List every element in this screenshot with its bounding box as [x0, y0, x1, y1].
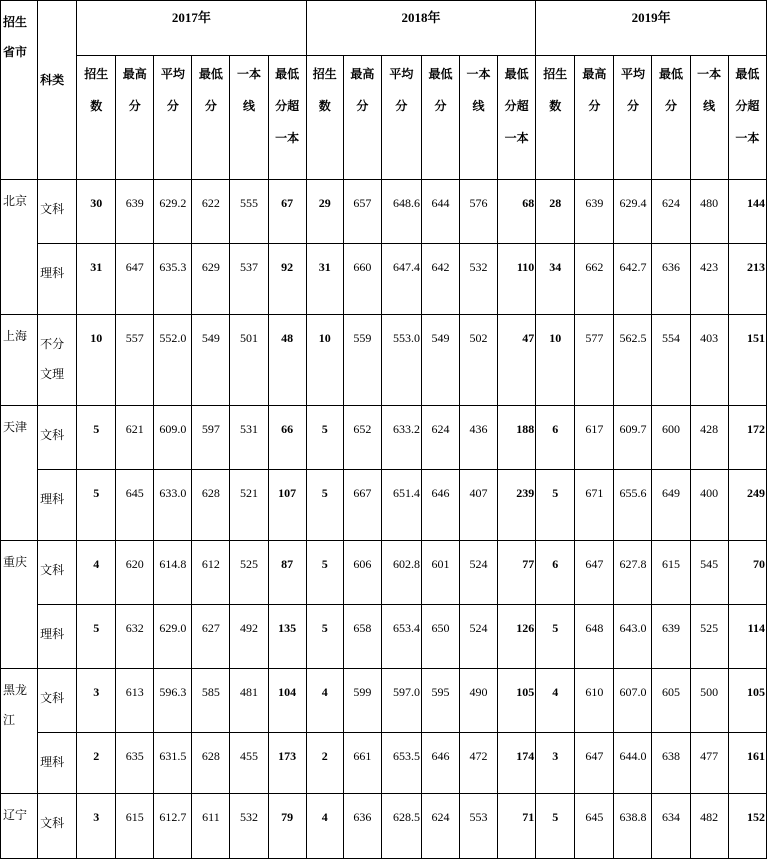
score-cell: 502	[460, 315, 498, 406]
score-cell: 34	[536, 244, 575, 315]
score-cell: 639	[116, 180, 154, 244]
score-cell: 636	[343, 794, 381, 859]
column-header-label: 最低 分	[659, 67, 684, 113]
score-cell: 628	[192, 470, 230, 541]
score-cell: 629.2	[154, 180, 192, 244]
year-header: 2017年	[77, 1, 307, 56]
margin-over-line-cell: 67	[268, 180, 306, 244]
score-cell: 662	[575, 244, 614, 315]
score-cell: 644	[421, 180, 459, 244]
score-cell: 613	[116, 669, 154, 733]
score-cell: 525	[690, 605, 728, 669]
margin-over-line-cell: 68	[498, 180, 536, 244]
score-cell: 609.0	[154, 406, 192, 470]
score-cell: 10	[536, 315, 575, 406]
score-cell: 642	[421, 244, 459, 315]
year-header: 2018年	[306, 1, 536, 56]
score-cell: 480	[690, 180, 728, 244]
category-cell	[38, 541, 77, 605]
column-header-label: 平均 分	[160, 67, 185, 113]
column-header	[116, 56, 154, 180]
score-cell: 655.6	[614, 470, 652, 541]
category-cell	[38, 733, 77, 794]
category-name: 文科	[40, 563, 65, 577]
score-cell: 644.0	[614, 733, 652, 794]
province-header	[1, 1, 38, 180]
score-cell: 642.7	[614, 244, 652, 315]
score-cell: 4	[536, 669, 575, 733]
table-row	[1, 794, 767, 859]
score-cell: 490	[460, 669, 498, 733]
margin-over-line-cell: 70	[728, 541, 766, 605]
margin-over-line-cell: 77	[498, 541, 536, 605]
score-cell: 634	[652, 794, 690, 859]
score-cell: 5	[306, 470, 343, 541]
margin-over-line-cell: 66	[268, 406, 306, 470]
margin-over-line-cell: 114	[728, 605, 766, 669]
score-cell: 10	[306, 315, 343, 406]
score-cell: 532	[230, 794, 268, 859]
score-cell: 614.8	[154, 541, 192, 605]
column-header	[343, 56, 381, 180]
column-header	[728, 56, 766, 180]
table-row	[1, 244, 767, 315]
table-row	[1, 406, 767, 470]
score-cell: 428	[690, 406, 728, 470]
score-cell: 653.5	[381, 733, 421, 794]
score-cell: 620	[116, 541, 154, 605]
category-name: 文科	[40, 816, 65, 830]
score-cell: 31	[306, 244, 343, 315]
column-header-label: 一本 线	[697, 67, 722, 113]
score-cell: 609.7	[614, 406, 652, 470]
category-name: 文科	[40, 428, 65, 442]
column-header-label: 一本 线	[237, 67, 262, 113]
column-header-label: 招生 数	[543, 67, 568, 113]
score-cell: 624	[421, 794, 459, 859]
score-cell: 455	[230, 733, 268, 794]
margin-over-line-cell: 161	[728, 733, 766, 794]
score-cell: 624	[421, 406, 459, 470]
score-cell: 5	[77, 470, 116, 541]
category-header: 科类	[38, 1, 77, 180]
score-cell: 649	[652, 470, 690, 541]
category-cell	[38, 470, 77, 541]
score-cell: 635.3	[154, 244, 192, 315]
province-name: 重庆	[3, 555, 28, 569]
score-cell: 400	[690, 470, 728, 541]
score-cell: 595	[421, 669, 459, 733]
column-header	[575, 56, 614, 180]
score-cell: 627.8	[614, 541, 652, 605]
score-cell: 648	[575, 605, 614, 669]
table-row	[1, 470, 767, 541]
score-cell: 3	[77, 669, 116, 733]
score-cell: 633.2	[381, 406, 421, 470]
score-cell: 657	[343, 180, 381, 244]
score-cell: 407	[460, 470, 498, 541]
score-cell: 585	[192, 669, 230, 733]
margin-over-line-cell: 126	[498, 605, 536, 669]
score-cell: 3	[77, 794, 116, 859]
score-cell: 601	[421, 541, 459, 605]
margin-over-line-cell: 71	[498, 794, 536, 859]
score-cell: 600	[652, 406, 690, 470]
column-header-label: 最低 分超 一本	[275, 67, 300, 145]
category-name: 理科	[40, 492, 65, 506]
margin-over-line-cell: 105	[498, 669, 536, 733]
score-cell: 532	[460, 244, 498, 315]
table-row	[1, 605, 767, 669]
table-row	[1, 180, 767, 244]
column-header-label: 平均 分	[389, 67, 414, 113]
margin-over-line-cell: 188	[498, 406, 536, 470]
column-header-label: 最高 分	[350, 67, 375, 113]
category-name: 理科	[40, 755, 65, 769]
margin-over-line-cell: 105	[728, 669, 766, 733]
column-header-label: 招生 数	[312, 67, 337, 113]
category-cell	[38, 669, 77, 733]
score-cell: 576	[460, 180, 498, 244]
score-cell: 646	[421, 470, 459, 541]
score-cell: 661	[343, 733, 381, 794]
score-cell: 2	[77, 733, 116, 794]
score-cell: 647.4	[381, 244, 421, 315]
score-cell: 28	[536, 180, 575, 244]
score-cell: 5	[306, 406, 343, 470]
column-header-label: 一本 线	[466, 67, 491, 113]
score-cell: 562.5	[614, 315, 652, 406]
province-name: 上海	[3, 329, 28, 343]
score-cell: 500	[690, 669, 728, 733]
score-cell: 615	[652, 541, 690, 605]
score-cell: 647	[575, 541, 614, 605]
score-cell: 482	[690, 794, 728, 859]
score-cell: 632	[116, 605, 154, 669]
score-cell: 624	[652, 180, 690, 244]
score-cell: 4	[77, 541, 116, 605]
score-cell: 599	[343, 669, 381, 733]
margin-over-line-cell: 48	[268, 315, 306, 406]
margin-over-line-cell: 174	[498, 733, 536, 794]
score-cell: 633.0	[154, 470, 192, 541]
category-name: 理科	[40, 627, 65, 641]
column-header	[268, 56, 306, 180]
score-cell: 605	[652, 669, 690, 733]
score-cell: 651.4	[381, 470, 421, 541]
score-cell: 577	[575, 315, 614, 406]
margin-over-line-cell: 47	[498, 315, 536, 406]
margin-over-line-cell: 152	[728, 794, 766, 859]
score-cell: 524	[460, 541, 498, 605]
column-header	[536, 56, 575, 180]
score-cell: 436	[460, 406, 498, 470]
score-cell: 501	[230, 315, 268, 406]
category-cell	[38, 794, 77, 859]
score-cell: 645	[575, 794, 614, 859]
score-cell: 5	[306, 541, 343, 605]
score-cell: 617	[575, 406, 614, 470]
score-cell: 639	[575, 180, 614, 244]
score-cell: 5	[77, 605, 116, 669]
margin-over-line-cell: 79	[268, 794, 306, 859]
province-name: 黑龙 江	[3, 683, 28, 727]
category-name: 文科	[40, 202, 65, 216]
column-header	[306, 56, 343, 180]
column-header	[652, 56, 690, 180]
score-cell: 545	[690, 541, 728, 605]
column-header	[460, 56, 498, 180]
score-cell: 629.0	[154, 605, 192, 669]
province-header-label: 招生 省市	[3, 15, 28, 59]
province-cell	[1, 669, 38, 794]
score-cell: 629	[192, 244, 230, 315]
score-cell: 610	[575, 669, 614, 733]
score-cell: 555	[230, 180, 268, 244]
score-cell: 646	[421, 733, 459, 794]
margin-over-line-cell: 173	[268, 733, 306, 794]
score-cell: 403	[690, 315, 728, 406]
margin-over-line-cell: 151	[728, 315, 766, 406]
margin-over-line-cell: 110	[498, 244, 536, 315]
score-cell: 5	[536, 794, 575, 859]
score-cell: 552.0	[154, 315, 192, 406]
category-name: 文科	[40, 691, 65, 705]
score-cell: 31	[77, 244, 116, 315]
score-cell: 643.0	[614, 605, 652, 669]
province-cell	[1, 541, 38, 669]
column-header	[192, 56, 230, 180]
score-cell: 622	[192, 180, 230, 244]
table-row	[1, 541, 767, 605]
table-row	[1, 669, 767, 733]
column-header	[690, 56, 728, 180]
margin-over-line-cell: 213	[728, 244, 766, 315]
score-cell: 627	[192, 605, 230, 669]
margin-over-line-cell: 107	[268, 470, 306, 541]
margin-over-line-cell: 135	[268, 605, 306, 669]
score-cell: 631.5	[154, 733, 192, 794]
score-cell: 667	[343, 470, 381, 541]
category-name: 不分 文理	[40, 337, 65, 381]
score-cell: 481	[230, 669, 268, 733]
category-cell	[38, 406, 77, 470]
score-cell: 559	[343, 315, 381, 406]
score-cell: 612.7	[154, 794, 192, 859]
score-cell: 597	[192, 406, 230, 470]
column-header-label: 最高 分	[582, 67, 607, 113]
column-header	[421, 56, 459, 180]
province-cell	[1, 315, 38, 406]
score-cell: 596.3	[154, 669, 192, 733]
score-cell: 628	[192, 733, 230, 794]
score-cell: 602.8	[381, 541, 421, 605]
score-cell: 612	[192, 541, 230, 605]
score-cell: 636	[652, 244, 690, 315]
column-header	[230, 56, 268, 180]
score-cell: 524	[460, 605, 498, 669]
score-cell: 648.6	[381, 180, 421, 244]
column-header-label: 最高 分	[122, 67, 147, 113]
column-header	[381, 56, 421, 180]
score-cell: 549	[421, 315, 459, 406]
category-name: 理科	[40, 266, 65, 280]
score-cell: 29	[306, 180, 343, 244]
province-cell	[1, 794, 38, 859]
score-cell: 5	[536, 470, 575, 541]
province-name: 辽宁	[3, 808, 28, 822]
table-row	[1, 315, 767, 406]
score-cell: 6	[536, 541, 575, 605]
year-header: 2019年	[536, 1, 767, 56]
score-cell: 5	[306, 605, 343, 669]
score-cell: 5	[77, 406, 116, 470]
score-cell: 557	[116, 315, 154, 406]
column-header-label: 最低 分	[198, 67, 223, 113]
score-cell: 531	[230, 406, 268, 470]
column-header-label: 最低 分超 一本	[504, 67, 529, 145]
province-name: 天津	[3, 420, 28, 434]
margin-over-line-cell: 249	[728, 470, 766, 541]
score-cell: 647	[116, 244, 154, 315]
category-cell	[38, 315, 77, 406]
score-cell: 10	[77, 315, 116, 406]
score-cell: 553	[460, 794, 498, 859]
column-header-label: 平均 分	[620, 67, 645, 113]
score-cell: 4	[306, 794, 343, 859]
score-cell: 611	[192, 794, 230, 859]
score-cell: 660	[343, 244, 381, 315]
score-cell: 553.0	[381, 315, 421, 406]
score-cell: 635	[116, 733, 154, 794]
score-cell: 5	[536, 605, 575, 669]
score-cell: 525	[230, 541, 268, 605]
margin-over-line-cell: 104	[268, 669, 306, 733]
score-cell: 638	[652, 733, 690, 794]
score-cell: 629.4	[614, 180, 652, 244]
score-cell: 628.5	[381, 794, 421, 859]
margin-over-line-cell: 239	[498, 470, 536, 541]
score-cell: 4	[306, 669, 343, 733]
category-cell	[38, 244, 77, 315]
margin-over-line-cell: 92	[268, 244, 306, 315]
column-header-label: 最低 分	[428, 67, 453, 113]
score-cell: 549	[192, 315, 230, 406]
margin-over-line-cell: 87	[268, 541, 306, 605]
score-cell: 658	[343, 605, 381, 669]
score-cell: 671	[575, 470, 614, 541]
score-cell: 30	[77, 180, 116, 244]
score-cell: 606	[343, 541, 381, 605]
score-cell: 652	[343, 406, 381, 470]
score-cell: 650	[421, 605, 459, 669]
province-cell	[1, 406, 38, 541]
category-cell	[38, 605, 77, 669]
score-cell: 638.8	[614, 794, 652, 859]
score-cell: 472	[460, 733, 498, 794]
margin-over-line-cell: 144	[728, 180, 766, 244]
column-header-label: 最低 分超 一本	[735, 67, 760, 145]
score-cell: 492	[230, 605, 268, 669]
column-header	[154, 56, 192, 180]
score-cell: 477	[690, 733, 728, 794]
score-cell: 423	[690, 244, 728, 315]
score-cell: 653.4	[381, 605, 421, 669]
score-cell: 2	[306, 733, 343, 794]
score-cell: 621	[116, 406, 154, 470]
score-cell: 615	[116, 794, 154, 859]
category-cell	[38, 180, 77, 244]
province-name: 北京	[3, 194, 28, 208]
score-cell: 537	[230, 244, 268, 315]
score-cell: 3	[536, 733, 575, 794]
score-cell: 607.0	[614, 669, 652, 733]
column-header-label: 招生 数	[84, 67, 109, 113]
score-cell: 645	[116, 470, 154, 541]
score-cell: 597.0	[381, 669, 421, 733]
score-cell: 521	[230, 470, 268, 541]
column-header	[77, 56, 116, 180]
column-header	[614, 56, 652, 180]
margin-over-line-cell: 172	[728, 406, 766, 470]
score-cell: 647	[575, 733, 614, 794]
province-cell	[1, 180, 38, 315]
score-cell: 639	[652, 605, 690, 669]
column-header	[498, 56, 536, 180]
score-cell: 6	[536, 406, 575, 470]
score-cell: 554	[652, 315, 690, 406]
table-row	[1, 733, 767, 794]
